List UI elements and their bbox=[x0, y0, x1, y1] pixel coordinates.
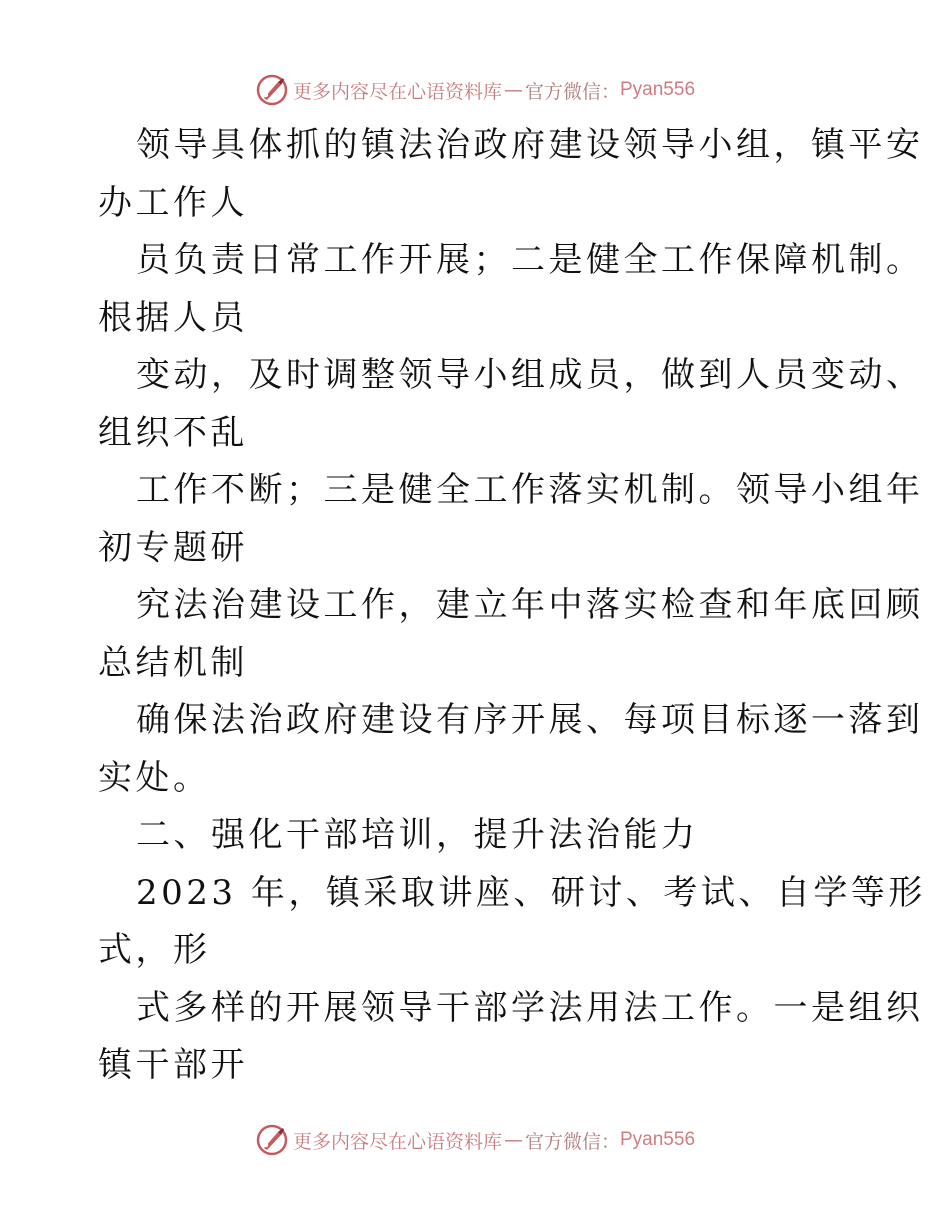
text-line: 办工作人 bbox=[98, 182, 248, 223]
text-line: 根据人员 bbox=[98, 297, 248, 338]
text-line: 式多样的开展领导干部学法用法工作。一是组织 bbox=[136, 987, 924, 1028]
watermark-dash: — bbox=[503, 1129, 523, 1151]
document-body bbox=[98, 117, 926, 1095]
quill-pen-logo-icon bbox=[255, 73, 289, 107]
watermark-brand: 更多内容尽在心语资料库 bbox=[292, 1130, 502, 1153]
text-line: 2023 年，镇采取讲座、研讨、考试、自学等形 bbox=[136, 872, 926, 913]
watermark-official-label: 官方微信： bbox=[524, 80, 620, 103]
text-line: 究法治建设工作，建立年中落实检查和年底回顾 bbox=[136, 585, 924, 625]
text-line: 二、强化干部培训，提升法治能力 bbox=[136, 815, 699, 855]
text-line: 确保法治政府建设有序开展、每项目标逐一落到 bbox=[136, 700, 924, 740]
quill-pen-logo-icon bbox=[255, 1123, 289, 1157]
text-line: 镇干部开 bbox=[98, 1045, 248, 1085]
text-line: 员负责日常工作开展；二是健全工作保障机制。 bbox=[136, 240, 924, 280]
text-line: 工作不断；三是健全工作落实机制。领导小组年 bbox=[136, 470, 924, 510]
text-line: 总结机制 bbox=[98, 642, 248, 683]
watermark-wechat-id: Pyan556 bbox=[620, 79, 696, 100]
text-line: 式，形 bbox=[98, 930, 211, 970]
watermark-brand: 更多内容尽在心语资料库 bbox=[292, 80, 502, 103]
header-watermark bbox=[0, 70, 950, 110]
text-line: 变动，及时调整领导小组成员，做到人员变动、 bbox=[136, 355, 924, 395]
text-line: 初专题研 bbox=[98, 527, 248, 568]
watermark-official-label: 官方微信： bbox=[524, 1130, 620, 1153]
watermark-wechat-id: Pyan556 bbox=[620, 1129, 696, 1150]
text-line: 组织不乱 bbox=[98, 412, 248, 453]
watermark-dash: — bbox=[503, 79, 523, 101]
footer-watermark bbox=[0, 1120, 950, 1160]
text-line: 实处。 bbox=[98, 757, 211, 798]
text-line: 领导具体抓的镇法治政府建设领导小组，镇平安 bbox=[136, 125, 924, 165]
